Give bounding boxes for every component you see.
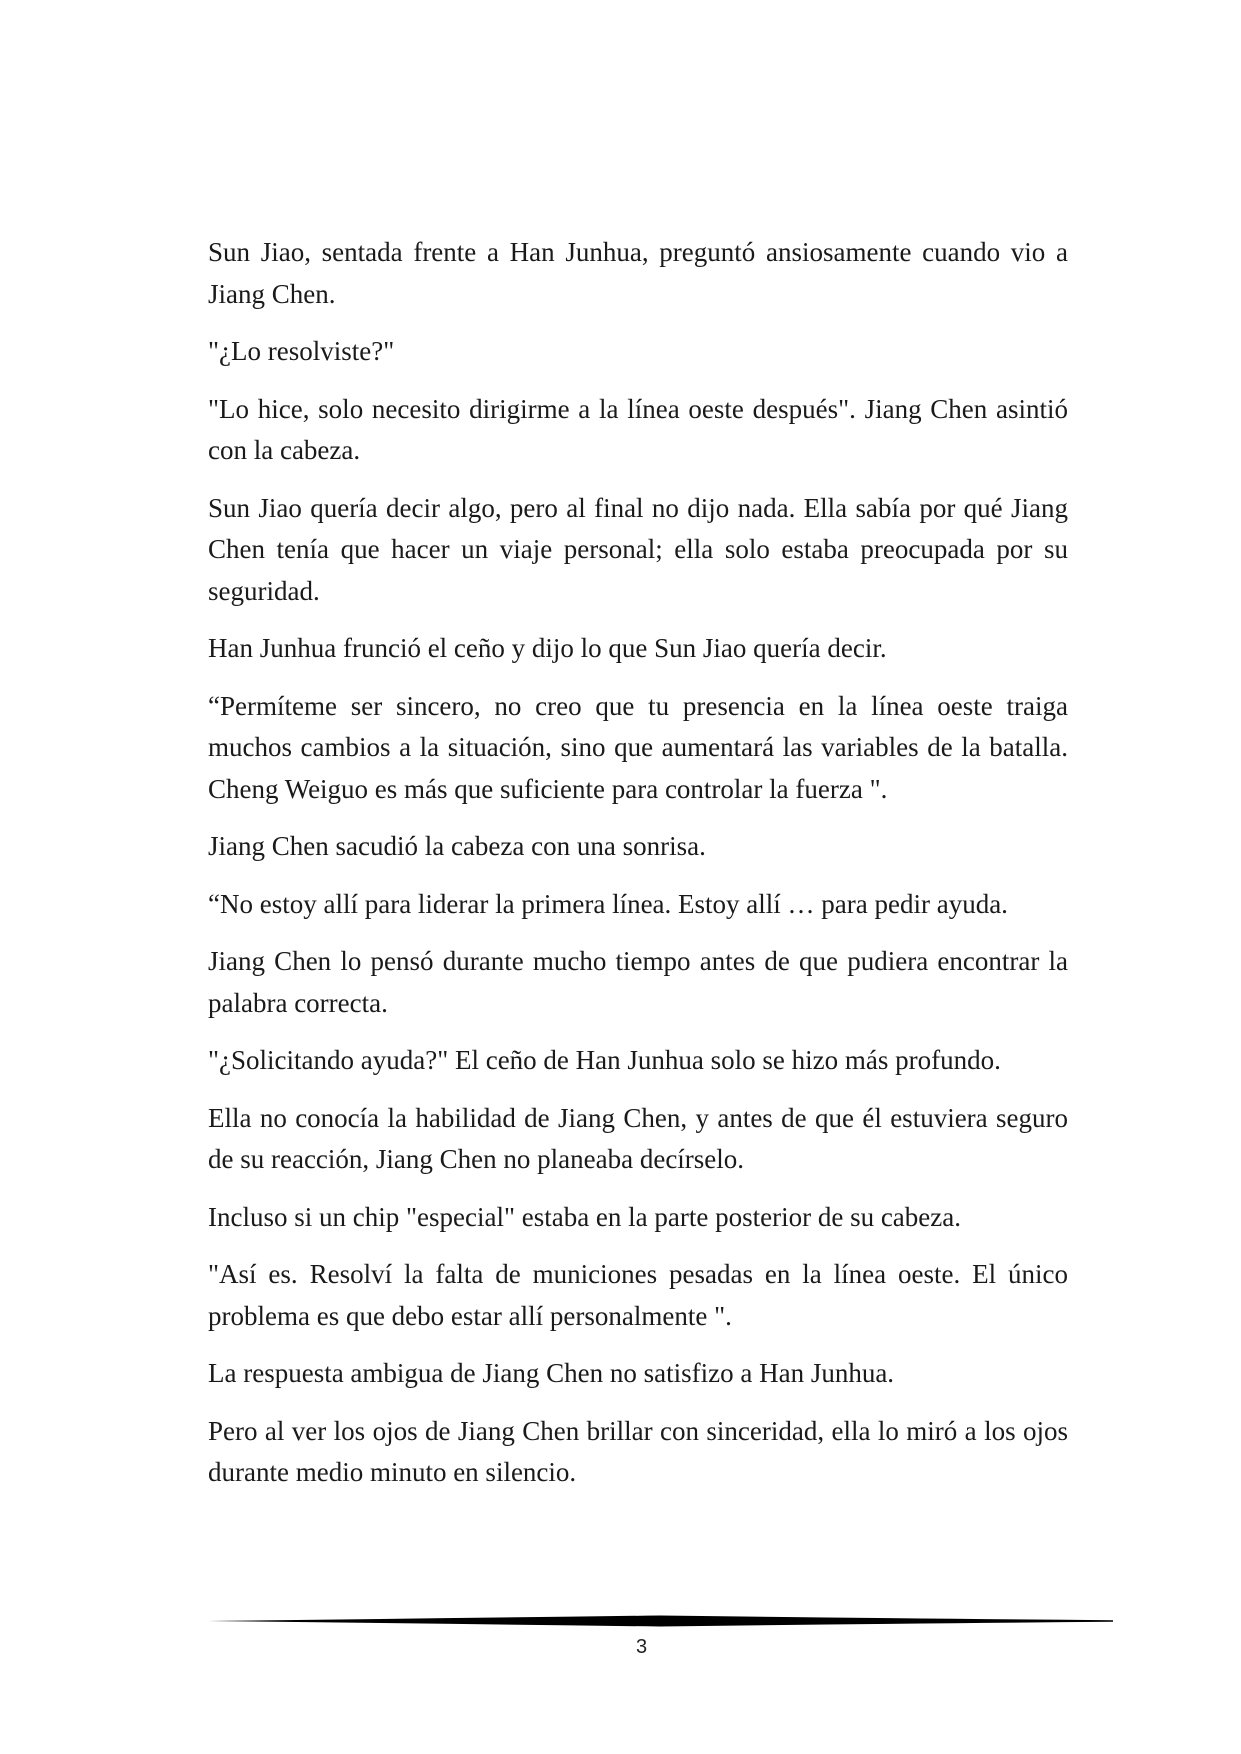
paragraph-8: “No estoy allí para liderar la primera línea. Estoy allí … para pedir ayuda. bbox=[208, 888, 1008, 919]
page-number: 3 bbox=[635, 1636, 648, 1658]
paragraph-14: La respuesta ambigua de Jiang Chen no satisfizo a Han Junhua. bbox=[208, 1358, 895, 1388]
paragraph-1: Sun Jiao, sentada frente a Han Junhua, preguntó ansiosamente cuando vio a Jiang Chen. bbox=[208, 237, 1068, 309]
paragraph-12: Incluso si un chip "especial" estaba en la parte posterior de su cabeza. bbox=[208, 1201, 961, 1232]
paragraph-11: Ella no conocía la habilidad de Jiang Chen, y antes de que él estuviera seguro de su reacción, Jiang Chen no planeaba decírselo. bbox=[208, 1102, 1068, 1174]
paragraph-3: "Lo hice, solo necesito dirigirme a la línea oeste después". Jiang Chen asintió con la cabeza. bbox=[208, 393, 1068, 465]
paragraph-7: Jiang Chen sacudió la cabeza con una sonrisa. bbox=[208, 831, 706, 861]
paragraph-2: "¿Lo resolviste?" bbox=[208, 336, 395, 366]
paragraph-10: "¿Solicitando ayuda?" El ceño de Han Junhua solo se hizo más profundo. bbox=[208, 1045, 1001, 1075]
body-text bbox=[208, 232, 1068, 1510]
footer-divider bbox=[208, 1614, 1113, 1628]
paragraph-13: "Así es. Resolví la falta de municiones pesadas en la línea oeste. El único problema es que debo estar allí personalmente ". bbox=[208, 1259, 1068, 1331]
paragraph-5: Han Junhua frunció el ceño y dijo lo que Sun Jiao quería decir. bbox=[208, 633, 887, 663]
paragraph-9: Jiang Chen lo pensó durante mucho tiempo antes de que pudiera encontrar la palabra correcta. bbox=[208, 946, 1068, 1018]
paragraph-4: Sun Jiao quería decir algo, pero al final no dijo nada. Ella sabía por qué Jiang Chen tenía que hacer un viaje personal; ella solo estaba preocupada por su seguridad. bbox=[208, 492, 1068, 606]
paragraph-15: Pero al ver los ojos de Jiang Chen brillar con sinceridad, ella lo miró a los ojos durante medio minuto en silencio. bbox=[208, 1415, 1068, 1487]
paragraph-6: “Permíteme ser sincero, no creo que tu presencia en la línea oeste traiga muchos cambios a la situación, sino que aumentará las variables de la batalla. Cheng Weiguo es más que suficiente para controlar la fuerza ". bbox=[208, 690, 1068, 804]
